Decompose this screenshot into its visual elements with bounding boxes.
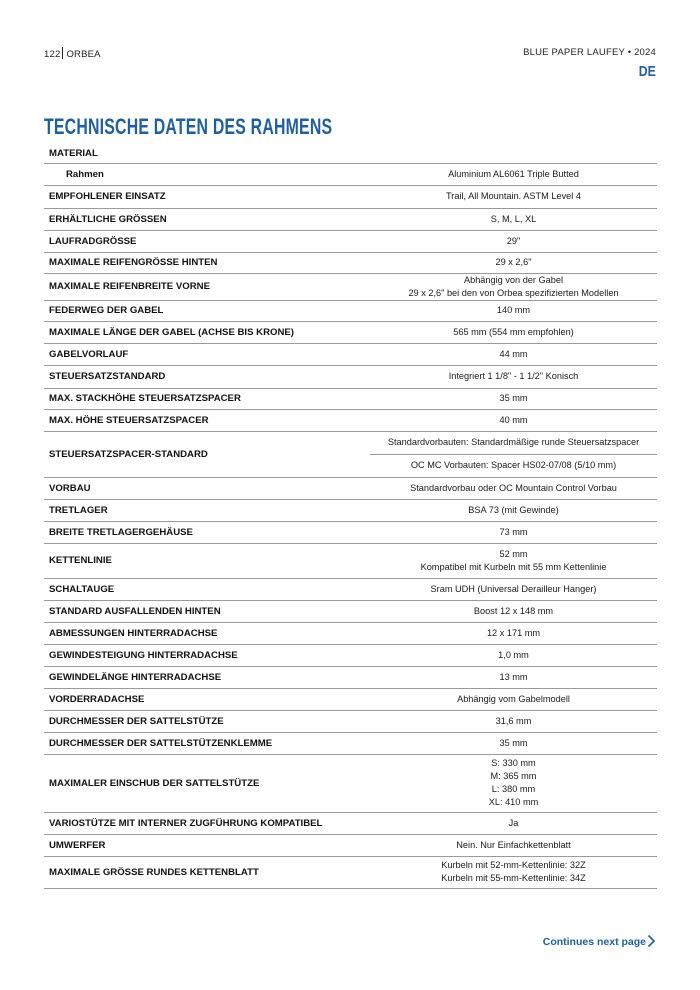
row-value-cell: [370, 273, 657, 300]
table-row: [44, 754, 657, 812]
row-label: STEUERSATZSPACER-STANDARD: [44, 431, 370, 477]
table-row: [44, 834, 657, 856]
row-value-cell: [370, 300, 657, 321]
section-material-label: MATERIAL: [44, 144, 657, 163]
row-value-line: S: 330 mm: [491, 758, 536, 768]
row-label: BREITE TRETLAGERGEHÄUSE: [44, 521, 370, 543]
row-value-cell: [370, 622, 657, 644]
row-value-cell: [370, 499, 657, 521]
row-value-line: 29 x 2,6": [495, 257, 532, 267]
row-value-cell: [370, 185, 657, 208]
row-label: ABMESSUNGEN HINTERRADACHSE: [44, 622, 370, 644]
row-label: VORDERRADACHSE: [44, 688, 370, 710]
row-value-line: 44 mm: [499, 348, 528, 359]
table-row: [44, 409, 657, 431]
row-value-line: 1,0 mm: [498, 649, 529, 660]
table-row: [44, 185, 657, 208]
table-row: [44, 543, 657, 578]
language-tag: DE: [638, 63, 656, 80]
row-value-cell: [370, 365, 657, 388]
row-label: VORBAU: [44, 477, 370, 499]
chevron-right-icon: [647, 934, 656, 948]
row-label: LAUFRADGRÖSSE: [44, 230, 370, 252]
table-row: [44, 521, 657, 543]
row-value-cell: [370, 856, 657, 888]
brand-name: ORBEA: [66, 49, 101, 60]
row-value-line: Integriert 1 1/8" - 1 1/2" Konisch: [448, 371, 579, 381]
table-row: [44, 499, 657, 521]
row-value-line: S, M, L, XL: [490, 213, 537, 224]
row-label: UMWERFER: [44, 834, 370, 856]
row-label: MAXIMALE REIFENGRÖSSE HINTEN: [44, 252, 370, 273]
table-row: [44, 230, 657, 252]
row-value-line: 12 x 171 mm: [486, 627, 541, 638]
row-label: STANDARD AUSFALLENDEN HINTEN: [44, 600, 370, 622]
row-label: MAXIMALE LÄNGE DER GABEL (ACHSE BIS KRONE): [44, 321, 370, 343]
row-value-line: Sram UDH (Universal Derailleur Hanger): [430, 583, 597, 594]
row-label: GEWINDESTEIGUNG HINTERRADACHSE: [44, 644, 370, 666]
row-label: GABELVORLAUF: [44, 343, 370, 365]
table-row: [44, 732, 657, 754]
table-row: [44, 578, 657, 600]
row-label: KETTENLINIE: [44, 543, 370, 578]
row-value-cell: [370, 388, 657, 409]
table-row: [44, 666, 657, 688]
row-value-cell: [370, 834, 657, 856]
row-value-line: 29": [506, 235, 521, 246]
row-label: DURCHMESSER DER SATTELSTÜTZE: [44, 710, 370, 732]
row-value-cell: [370, 343, 657, 365]
row-value-cell: [370, 543, 657, 578]
row-value-line: Standardvorbau oder OC Mountain Control Vorbau: [410, 482, 617, 493]
table-row: [44, 321, 657, 343]
publication-title: BLUE PAPER LAUFEY • 2024: [523, 47, 656, 58]
row-value-line: 29 x 2,6" bei den von Orbea spezifizierten Modellen: [408, 287, 619, 298]
row-value-cell: [370, 812, 657, 834]
row-value-line: Kurbeln mit 55-mm-Kettenlinie: 34Z: [441, 873, 586, 883]
row-value-line: 52 mm: [499, 548, 528, 559]
row-value-cell: [370, 230, 657, 252]
row-value-line: 73 mm: [499, 526, 528, 537]
page-header-left: [44, 47, 101, 60]
table-row: [44, 710, 657, 732]
row-value-line: Aluminium AL6061 Triple Butted: [448, 168, 579, 179]
row-value-cell: [370, 252, 657, 273]
row-label: MAXIMALER EINSCHUB DER SATTELSTÜTZE: [44, 754, 370, 812]
row-value-line: BSA 73 (mit Gewinde): [468, 504, 559, 515]
row-value-cell: [370, 754, 657, 812]
row-label: DURCHMESSER DER SATTELSTÜTZENKLEMME: [44, 732, 370, 754]
row-value-line: Trail, All Mountain. ASTM Level 4: [446, 191, 581, 201]
table-row: [44, 622, 657, 644]
row-value-line: Abhängig vom Gabelmodell: [457, 693, 570, 704]
row-value-line: Kompatibel mit Kurbeln mit 55 mm Kettenlinie: [420, 561, 607, 572]
row-label: TRETLAGER: [44, 499, 370, 521]
row-value-line: Nein. Nur Einfachkettenblatt: [456, 839, 571, 850]
table-row: [44, 688, 657, 710]
row-value-line: 35 mm: [499, 393, 528, 403]
row-value-cell: [370, 208, 657, 230]
row-value-cell: [370, 732, 657, 754]
page-number: 122: [44, 49, 61, 60]
table-row: [44, 365, 657, 388]
row-value-cell: [370, 477, 657, 499]
row-value-cell: [370, 644, 657, 666]
spec-table: [44, 144, 657, 889]
row-label: ERHÄLTLICHE GRÖSSEN: [44, 208, 370, 230]
row-value-line: 35 mm: [499, 737, 528, 748]
table-row: [44, 273, 657, 300]
table-row: [44, 388, 657, 409]
table-row: [44, 856, 657, 888]
row-value-line: XL: 410 mm: [488, 797, 539, 807]
table-row: [44, 600, 657, 622]
row-value: OC MC Vorbauten: Spacer HS02-07/08 (5/10 mm): [370, 454, 657, 477]
row-value-line: Kurbeln mit 52-mm-Kettenlinie: 32Z: [441, 860, 586, 870]
continue-link[interactable]: [543, 934, 656, 948]
row-value-cell: [370, 666, 657, 688]
page-title: TECHNISCHE DATEN DES RAHMENS: [44, 114, 333, 139]
table-row: [44, 208, 657, 230]
row-value-cell: [370, 688, 657, 710]
row-value-line: M: 365 mm: [490, 771, 537, 781]
row-value-line: 40 mm: [499, 414, 528, 425]
row-label: VARIOSTÜTZE MIT INTERNER ZUGFÜHRUNG KOMPATIBEL: [44, 812, 370, 834]
table-row: [44, 163, 657, 185]
row-value-cell: [370, 578, 657, 600]
row-label: GEWINDELÄNGE HINTERRADACHSE: [44, 666, 370, 688]
row-value-cell: [370, 521, 657, 543]
table-row: [44, 343, 657, 365]
row-value-line: 31,6 mm: [495, 715, 532, 726]
row-value-cell: [370, 600, 657, 622]
row-label: MAXIMALE REIFENBREITE VORNE: [44, 273, 370, 300]
row-value-line: Abhängig von der Gabel: [463, 274, 564, 285]
table-row: [44, 644, 657, 666]
row-label: EMPFOHLENER EINSATZ: [44, 185, 370, 208]
table-row: [44, 431, 657, 454]
row-value-cell: [370, 163, 657, 185]
header-divider: [62, 47, 63, 59]
row-value: Standardvorbauten: Standardmäßige runde Steuersatzspacer: [370, 431, 657, 454]
row-label: MAX. HÖHE STEUERSATZSPACER: [44, 409, 370, 431]
row-value-line: 140 mm: [496, 305, 531, 315]
row-label: STEUERSATZSTANDARD: [44, 365, 370, 388]
table-row: [44, 252, 657, 273]
continue-label: Continues next page: [542, 936, 646, 948]
section-row: [44, 144, 657, 163]
row-value-cell: [370, 321, 657, 343]
row-value-cell: [370, 710, 657, 732]
table-row: [44, 812, 657, 834]
row-value-line: L: 380 mm: [491, 784, 536, 794]
row-label: MAXIMALE GRÖSSE RUNDES KETTENBLATT: [44, 856, 370, 888]
row-label: Rahmen: [44, 163, 370, 185]
row-value-line: 565 mm (554 mm empfohlen): [453, 326, 574, 337]
row-value-line: Ja: [508, 817, 519, 828]
table-row: [44, 300, 657, 321]
row-value-cell: [370, 409, 657, 431]
row-value-line: Boost 12 x 148 mm: [473, 605, 554, 616]
row-value-line: 13 mm: [499, 671, 528, 682]
table-row: [44, 477, 657, 499]
row-label: SCHALTAUGE: [44, 578, 370, 600]
row-label: MAX. STACKHÖHE STEUERSATZSPACER: [44, 388, 370, 409]
row-label: FEDERWEG DER GABEL: [44, 300, 370, 321]
